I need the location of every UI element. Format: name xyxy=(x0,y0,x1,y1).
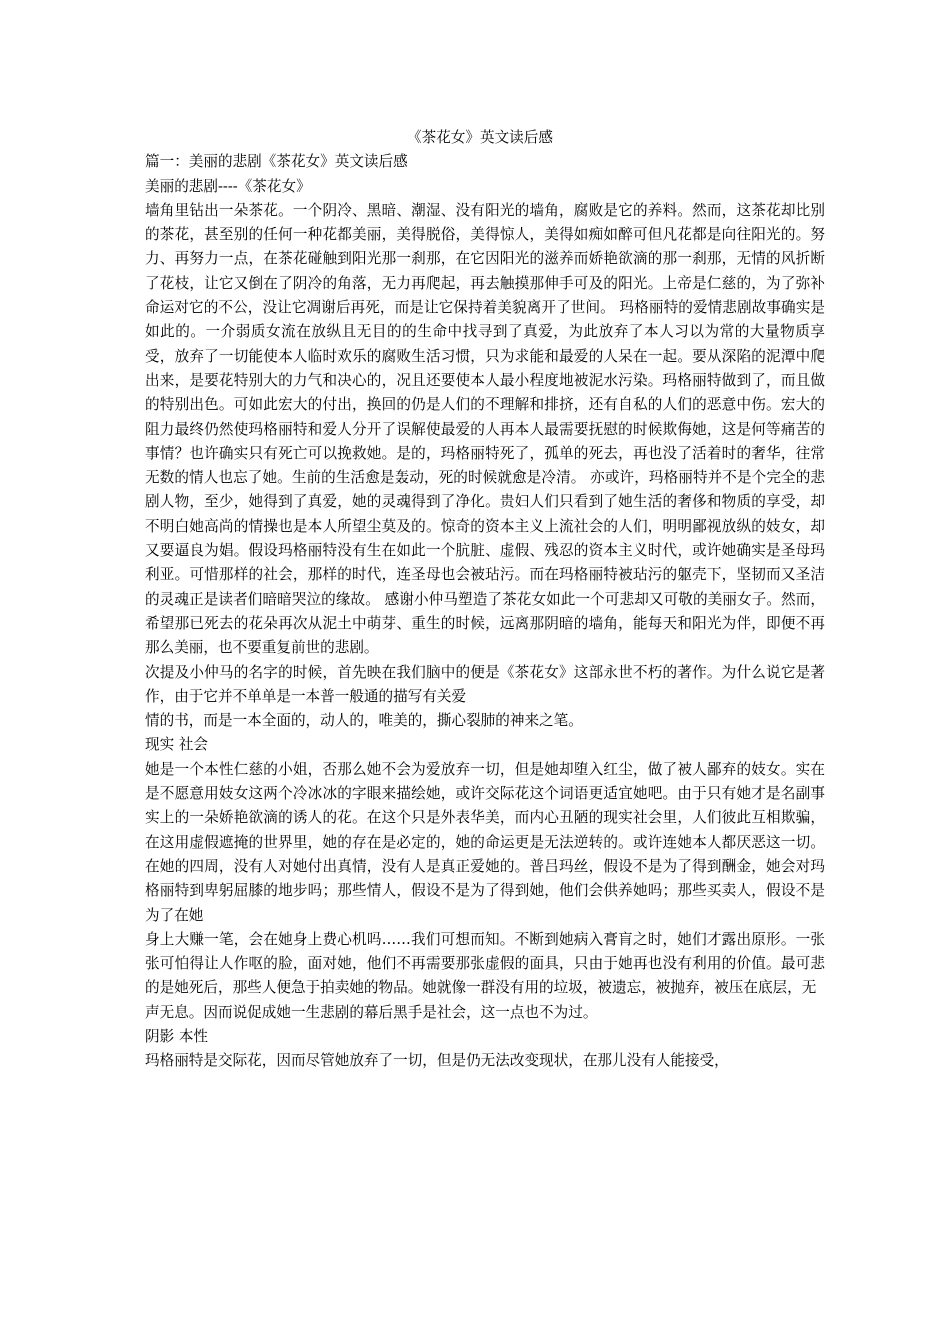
paragraph: 墙角里钻出一朵茶花。一个阴冷、黑暗、潮湿、没有阳光的墙角，腐败是它的养料。然而，这茶花却比别的茶花，甚至别的任何一种花都美丽，美得脱俗，美得惊人，美得如痴如醉可但凡花都是向往阳光的。努力、再努力一点，在茶花碰触到阳光那一刹那，在它因阳光的滋养而娇艳欲滴的那一刹那，无情的风折断了花枝，让它又倒在了阴冷的角落，无力再爬起，再去触摸那伸手可及的阳光。上帝是仁慈的，为了弥补命运对它的不公，没让它凋谢后再死，而是让它保持着美貌离开了世间。 玛格丽特的爱情悲剧故事确实是如此的。一介弱质女流在放纵且无目的的生命中找寻到了真爱，为此放弃了本人习以为常的大量物质享受，放弃了一切能使本人临时欢乐的腐败生活习惯，只为求能和最爱的人呆在一起。要从深陷的泥潭中爬出来，是要花特别大的力气和决心的，况且还要使本人最小程度地被泥水污染。玛格丽特做到了，而且做的特别出色。可如此宏大的付出，换回的仍是人们的不理解和排挤，还有自私的人们的恶意中伤。宏大的阻力最终仍然使玛格丽特和爱人分开了误解使最爱的人再本人最需要抚慰的时候欺侮她，这是何等痛苦的事情？也许确实只有死亡可以挽救她。是的，玛格丽特死了，孤单的死去，再也没了活着时的奢华，往常无数的情人也忘了她。生前的生活愈是轰动，死的时候就愈是冷清。 亦或许，玛格丽特并不是个完全的悲剧人物，至少，她得到了真爱，她的灵魂得到了净化。贵妇人们只看到了她生活的奢侈和物质的享受，却不明白她高尚的情操也是本人所望尘莫及的。惊奇的资本主义上流社会的人们，明明鄙视放纵的妓女，却又要逼良为娼。假设玛格丽特没有生在如此一个肮脏、虚假、残忍的资本主义时代，或许她确实是圣母玛利亚。可惜那样的社会，那样的时代，连圣母也会被玷污。而在玛格丽特被玷污的躯壳下，坚韧而又圣洁的灵魂正是读者们暗暗哭泣的缘故。 感谢小仲马塑造了茶花女如此一个可悲却又可敬的美丽女子。然而，希望那已死去的花朵再次从泥土中萌芽、重生的时候，远离那阴暗的墙角，能每天和阳光为伴，即便不再那么美丽，也不要重复前世的悲剧。 xyxy=(145,201,825,657)
paragraph: 情的书，而是一本全面的，动人的，唯美的，撕心裂肺的神来之笔。 xyxy=(145,712,583,730)
paragraph: 玛格丽特是交际花，因而尽管她放弃了一切，但是仍无法改变现状，在那儿没有人能接受， xyxy=(145,1052,729,1070)
paragraph: 篇一：美丽的悲剧《茶花女》英文读后感 xyxy=(145,153,408,171)
paragraph: 美丽的悲剧----《茶花女》 xyxy=(145,177,311,195)
paragraph: 身上大赚一笔，会在她身上费心机吗……我们可想而知。不断到她病入膏肓之时，她们才露出原形。一张张可怕得让人作呕的脸，面对她，他们不再需要那张虚假的面具，只由于她再也没有利用的价值。最可悲的是她死后，那些人便急于拍卖她的物品。她就像一群没有用的垃圾，被遗忘，被抛弃，被压在底层，无 xyxy=(145,930,825,997)
document-title: 《茶花女》英文读后感 xyxy=(407,129,553,146)
paragraph: 阴影 本性 xyxy=(145,1027,209,1045)
paragraph-list xyxy=(145,150,825,1073)
paragraph: 现实 社会 xyxy=(145,736,209,754)
paragraph: 声无息。因而说促成她一生悲剧的幕后黑手是社会，这一点也不为过。 xyxy=(145,1003,598,1021)
paragraph: 她是一个本性仁慈的小姐，否那么她不会为爱放弃一切，但是她却堕入红尘，做了被人鄙弃的妓女。实在是不愿意用妓女这两个冷冰冰的字眼来描绘她，或许交际花这个词语更适宜她吧。由于只有她才是名副事实上的一朵娇艳欲滴的诱人的花。在这个只是外表华美，而内心丑陋的现实社会里，人们彼此互相欺骗，在这用虚假遮掩的世界里，她的存在是必定的，她的命运更是无法逆转的。或许连她本人都厌恶这一切。在她的四周，没有人对她付出真情，没有人是真正爱她的。普吕玛丝，假设不是为了得到酬金，她会对玛格丽特到卑躬屈膝的地步吗；那些情人，假设不是为了得到她，他们会供养她吗；那些买卖人，假设不是为了在她 xyxy=(145,760,825,924)
paragraph: 次提及小仲马的名字的时候，首先映在我们脑中的便是《茶花女》这部永世不朽的著作。为什么说它是著作，由于它并不单单是一本普一般通的描写有关爱 xyxy=(145,663,825,705)
document-body xyxy=(145,126,825,1074)
